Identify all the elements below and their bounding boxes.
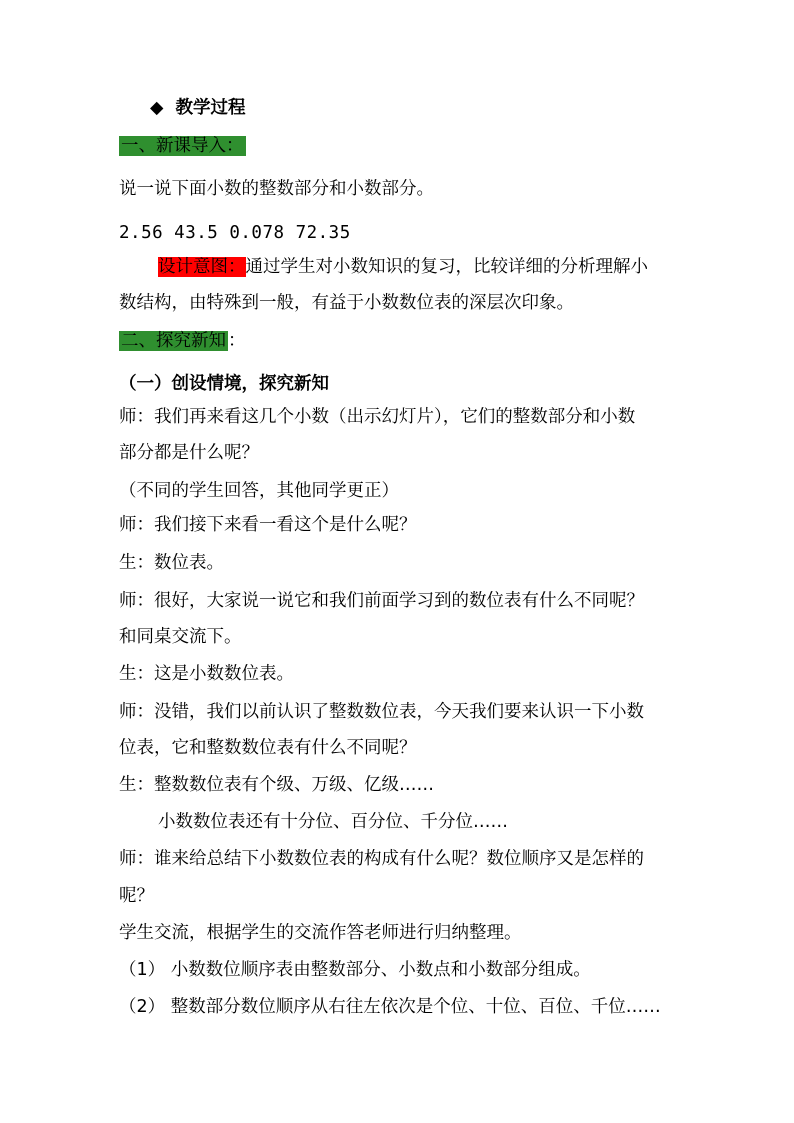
- summary-item-1: （1） 小数数位顺序表由整数部分、小数点和小数部分组成。: [119, 960, 591, 980]
- design-intent-label: 设计意图：: [158, 257, 246, 277]
- part2-heading-tail: ：: [228, 331, 246, 351]
- design-intent-line-1: [158, 255, 648, 279]
- dialogue-line: 位表，它和整数数位表有什么不同呢？: [119, 738, 417, 758]
- section-title: [150, 96, 245, 120]
- section-title-text: 教学过程: [175, 98, 246, 118]
- dialogue-line: 呢？: [119, 886, 154, 906]
- design-intent-text-1: 通过学生对小数知识的复习，比较详细的分析理解小: [245, 257, 648, 277]
- dialogue-line: 师：很好，大家说一说它和我们前面学习到的数位表有什么不同呢？: [119, 591, 644, 611]
- part2-heading-text: 二、探究新知: [121, 331, 226, 351]
- dialogue-line: 师：我们接下来看一看这个是什么呢？: [119, 515, 417, 535]
- dialogue-line: 小数数位表还有十分位、百分位、千分位……: [158, 812, 508, 832]
- part1-heading-text: 一、新课导入：: [121, 136, 244, 156]
- dialogue-line: 生：数位表。: [119, 553, 224, 573]
- summary-item-2: （2） 整数部分数位顺序从右往左依次是个位、十位、百位、千位……: [119, 997, 661, 1017]
- dialogue-line: 师：我们再来看这几个小数（出示幻灯片），它们的整数部分和小数: [119, 407, 636, 427]
- dialogue-line: 学生交流，根据学生的交流作答老师进行归纳整理。: [119, 923, 522, 943]
- dialogue-line: 师：没错，我们以前认识了整数数位表，今天我们要来认识一下小数: [119, 702, 644, 722]
- dialogue-line: 生：整数数位表有个级、万级、亿级……: [119, 775, 434, 795]
- part1-prompt: 说一说下面小数的整数部分和小数部分。: [119, 179, 434, 199]
- design-intent-line-2: 数结构，由特殊到一般，有益于小数数位表的深层次印象。: [119, 293, 574, 313]
- part1-heading: [119, 134, 246, 158]
- dialogue-line: 和同桌交流下。: [119, 627, 242, 647]
- dialogue-line: 师：谁来给总结下小数数位表的构成有什么呢？数位顺序又是怎样的: [119, 849, 644, 869]
- diamond-bullet-icon: ◆: [150, 98, 164, 118]
- decimal-numbers: 2.56 43.5 0.078 72.35: [119, 223, 351, 243]
- dialogue-line: （不同的学生回答，其他同学更正）: [119, 481, 399, 501]
- dialogue-line: 生：这是小数数位表。: [119, 664, 294, 684]
- part2-heading: [119, 329, 246, 353]
- dialogue-line: 部分都是什么呢？: [119, 443, 259, 463]
- part2-subheading: （一）创设情境，探究新知: [119, 374, 329, 394]
